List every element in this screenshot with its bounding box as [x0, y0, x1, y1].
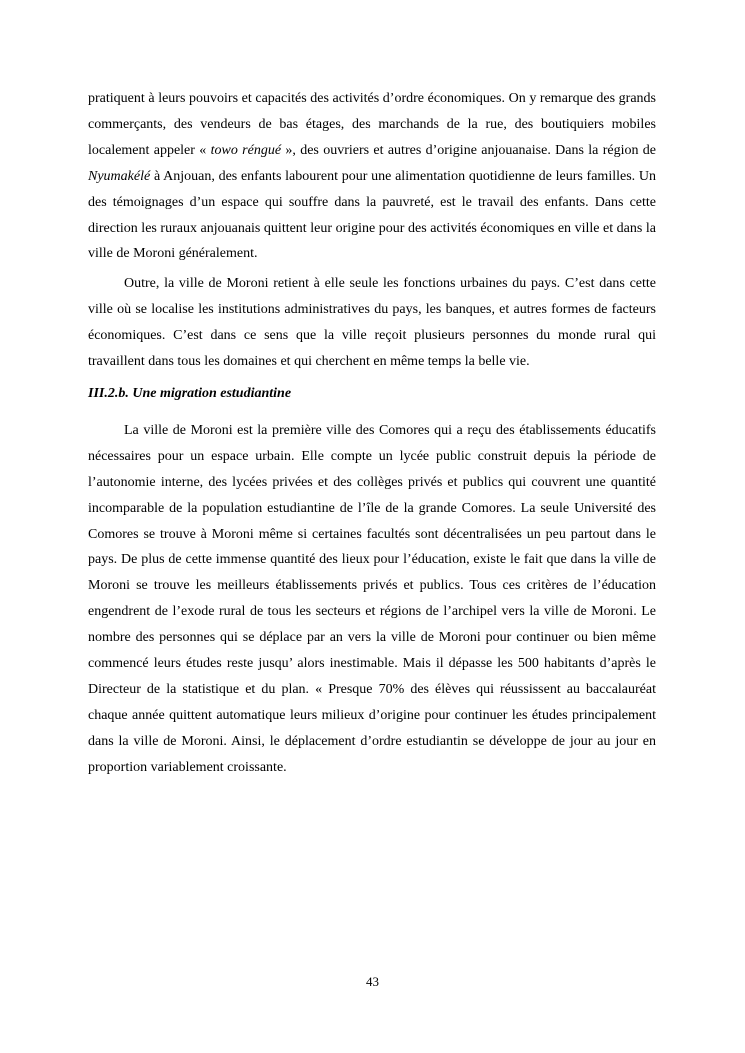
- section-heading: III.2.b. Une migration estudiantine: [88, 385, 292, 401]
- paragraph-1-text-a: pratiquent à leurs pouvoirs et capacités des activités d’ordre économiques. On y remarque des grands commerçants, des vendeurs de bas étages, des marchands de la rue, des boutiquiers mobiles localement appeler «: [88, 91, 656, 158]
- document-page: [88, 86, 656, 785]
- paragraph-student-migration: La ville de Moroni est la première ville des Comores qui a reçu des établissements éducatifs nécessaires pour un espace urbain. Elle compte un lycée public construit depuis la période de l’autonomie interne, des lycées privées et des collèges privés et publics qui couvrent une quantité incomparable de la population estudiantine de l’île de la grande Comores. La seule Université des Comores se trouve à Moroni même si certaines facultés sont décentralisées un peu partout dans le pays. De plus de cette immense quantité des lieux pour l’éducation, existe le fait que dans la ville de Moroni se trouve les meilleurs établissements privés et publics. Tous ces critères de l’éducation engendrent de l’exode rural de tous les secteurs et régions de l’archipel vers la ville de Moroni. Le nombre des personnes qui se déplace par an vers la ville de Moroni pour continuer ou bien même commencé leurs études reste jusqu’ alors inestimable. Mais il dépasse les 500 habitants d’après le Directeur de la statistique et du plan. « Presque 70% des élèves qui réussissent au baccalauréat chaque année quittent automatique leurs milieux d’origine pour continuer les études principalement dans la ville de Moroni. Ainsi, le déplacement d’ordre estudiantin se développe de jour au jour en proportion variablement croissante.: [88, 422, 656, 775]
- paragraph-urban-functions: Outre, la ville de Moroni retient à elle seule les fonctions urbaines du pays. C’est dans cette ville où se localise les institutions administratives du pays, les banques, et autres formes de facteurs économiques. C’est dans ce sens que la ville reçoit plusieurs personnes du monde rural qui travaillent dans tous les domaines et qui cherchent en même temps la belle vie.: [88, 276, 656, 370]
- paragraph-1-text-b: », des ouvriers et autres d’origine anjouanaise. Dans la région de: [281, 142, 657, 158]
- term-nyumakele: Nyumakélé: [88, 168, 151, 184]
- page-number: 43: [366, 974, 379, 989]
- term-towo-rengue: towo réngué: [210, 142, 282, 158]
- paragraph-economic-activities: [88, 86, 656, 267]
- paragraph-1-text-c: à Anjouan, des enfants labourent pour une alimentation quotidienne de leurs familles. Un des témoignages d’un espace qui souffre dans la pauvreté, est le travail des enfants. Dans cette direction les ruraux anjouanais quittent leur origine pour des activités économiques en ville et dans la ville de Moroni généralement.: [88, 168, 656, 262]
